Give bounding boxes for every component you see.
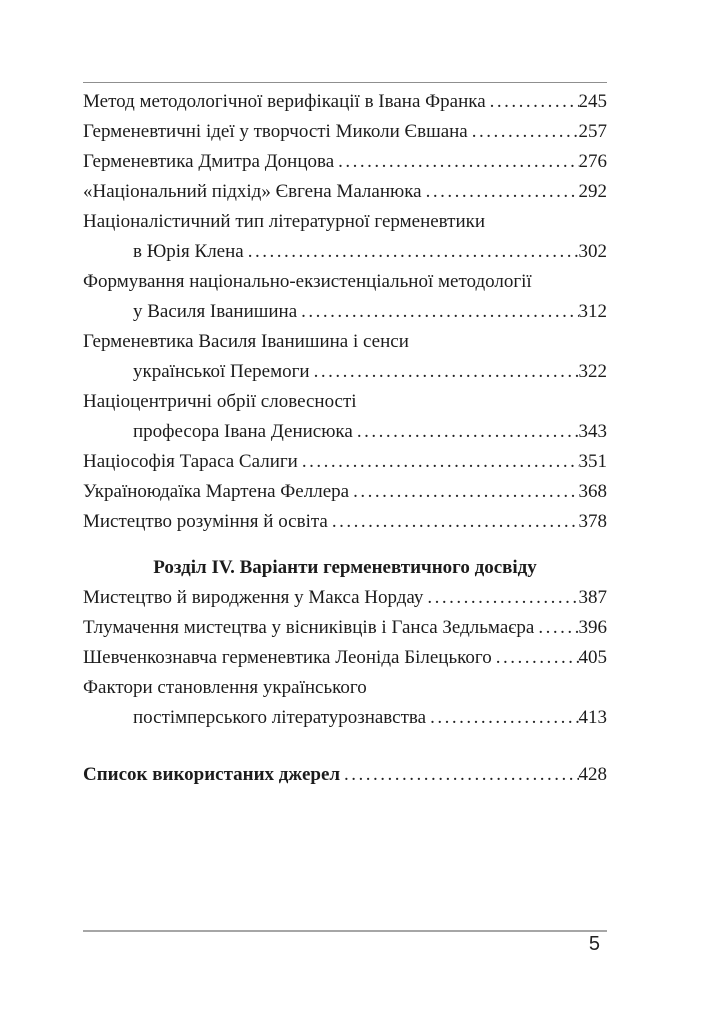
header-rule [83,82,607,83]
dot-leader [301,297,578,327]
toc-entry [83,703,607,733]
toc-entry [83,760,607,790]
toc-list [83,87,607,790]
dot-leader [472,117,579,147]
dot-leader [338,147,578,177]
toc-entry [83,177,607,207]
toc-entry [83,613,607,643]
toc-entry [83,673,607,703]
toc-entry-page: 413 [578,707,607,728]
dot-leader [490,87,579,117]
toc-entry-title: Україноюдаїка Мартена Феллера [83,481,350,502]
dot-leader [430,703,578,733]
toc-entry-title: Націософія Тараса Салиги [83,451,298,472]
toc-entry-title: української Перемоги [133,361,310,382]
toc-entry-page: 257 [578,121,607,142]
toc-entry-title: Метод методологічної верифікації в Івана Франка [83,91,486,112]
dot-leader [427,583,578,613]
toc-entry [83,583,607,613]
toc-entry [83,87,607,117]
toc-entry-page: 351 [578,451,607,472]
toc-entry-page: 276 [578,151,607,172]
dot-leader [248,237,579,267]
toc-entry-title: Націоналістичний тип літературної герменевтики [83,211,486,232]
toc-entry-title: Формування національно-екзистенціальної методології [83,271,532,292]
toc-entry-page: 292 [578,181,607,202]
toc-entry-title: Націоцентричні обрії словесності [83,391,357,412]
dot-leader [302,447,579,477]
toc-entry [83,387,607,417]
section-heading: Розділ IV. Варіанти герменевтичного досвіду [153,557,537,578]
toc-entry-title: в Юрія Клена [133,241,244,262]
toc-entry-title: у Василя Іванишина [133,301,298,322]
toc-entry-page: 245 [578,91,607,112]
toc-entry [83,477,607,507]
toc-entry-title: постімперського літературознавства [133,707,427,728]
toc-entry [83,237,607,267]
toc-entry-title: Герменевтика Василя Іванишина і сенси [83,331,409,352]
toc-entry-title: «Національний підхід» Євгена Маланюка [83,181,422,202]
dot-leader [357,417,579,447]
toc-entry-page: 302 [578,241,607,262]
dot-leader [496,643,579,673]
toc-entry-title: Мистецтво й виродження у Макса Нордау [83,587,424,608]
toc-entry-title: Фактори становлення українського [83,677,367,698]
page-number: 5 [588,933,600,955]
toc-entry [83,147,607,177]
toc-entry [83,207,607,237]
dot-leader [344,760,578,790]
toc-entry [83,507,607,537]
toc-entry-title: Тлумачення мистецтва у вісниківців і Ганса Зедльмаєра [83,617,535,638]
dot-leader [314,357,579,387]
toc-entry-page: 312 [578,301,607,322]
toc-entry [83,357,607,387]
toc-entry-title: Мистецтво розуміння й освіта [83,511,328,532]
toc-entry-page: 343 [578,421,607,442]
toc-entry [83,297,607,327]
toc-entry-title: Герменевтичні ідеї у творчості Миколи Євшана [83,121,468,142]
toc-entry [83,417,607,447]
toc-entry-page: 405 [578,647,607,668]
toc-entry-page: 368 [578,481,607,502]
toc-entry-page: 396 [578,617,607,638]
page-content [83,82,607,790]
toc-entry [83,643,607,673]
toc-entry-title: Герменевтика Дмитра Донцова [83,151,335,172]
toc-entry [83,117,607,147]
toc-entry-page: 322 [578,361,607,382]
dot-leader [353,477,578,507]
dot-leader [332,507,579,537]
toc-entry [83,447,607,477]
toc-entry [83,327,607,357]
footer-rule [83,930,607,932]
toc-entry-title: Шевченкознавча герменевтика Леоніда Білецького [83,647,492,668]
dot-leader [538,613,578,643]
dot-leader [426,177,579,207]
toc-entry-page: 378 [578,511,607,532]
toc-entry [83,267,607,297]
toc-entry-page: 387 [578,587,607,608]
toc-entry-page: 428 [578,764,607,785]
toc-entry-title: Список використаних джерел [83,764,341,785]
toc-entry-title: професора Івана Денисюка [133,421,353,442]
